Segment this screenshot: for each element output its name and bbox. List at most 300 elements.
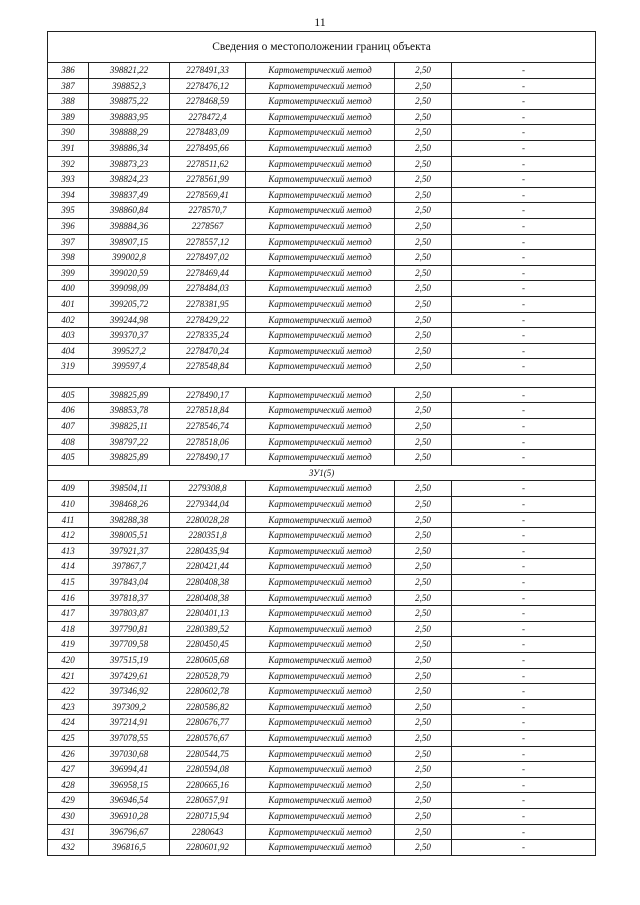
y-coordinate-cell: 2280389,52 bbox=[170, 621, 246, 637]
point-number-cell: 427 bbox=[48, 762, 89, 778]
table-row bbox=[48, 528, 596, 544]
x-coordinate-cell: 399020,59 bbox=[89, 265, 170, 281]
y-coordinate-cell: 2280676,77 bbox=[170, 715, 246, 731]
table-row bbox=[48, 281, 596, 297]
accuracy-cell: 2,50 bbox=[395, 312, 452, 328]
method-cell: Картометрический метод bbox=[246, 328, 395, 344]
y-coordinate-cell: 2278469,44 bbox=[170, 265, 246, 281]
table-row bbox=[48, 343, 596, 359]
x-coordinate-cell: 399244,98 bbox=[89, 312, 170, 328]
point-number-cell: 392 bbox=[48, 156, 89, 172]
x-coordinate-cell: 398883,95 bbox=[89, 109, 170, 125]
x-coordinate-cell: 397078,55 bbox=[89, 730, 170, 746]
table-row bbox=[48, 512, 596, 528]
accuracy-cell: 2,50 bbox=[395, 793, 452, 809]
table-row bbox=[48, 234, 596, 250]
x-coordinate-cell: 397818,37 bbox=[89, 590, 170, 606]
method-cell: Картометрический метод bbox=[246, 528, 395, 544]
accuracy-cell: 2,50 bbox=[395, 637, 452, 653]
point-number-cell: 387 bbox=[48, 78, 89, 94]
x-coordinate-cell: 397921,37 bbox=[89, 543, 170, 559]
y-coordinate-cell: 2280657,91 bbox=[170, 793, 246, 809]
point-number-cell: 423 bbox=[48, 699, 89, 715]
accuracy-cell: 2,50 bbox=[395, 450, 452, 466]
point-number-cell: 388 bbox=[48, 94, 89, 110]
method-cell: Картометрический метод bbox=[246, 296, 395, 312]
point-number-cell: 410 bbox=[48, 497, 89, 513]
x-coordinate-cell: 397030,68 bbox=[89, 746, 170, 762]
x-coordinate-cell: 399370,37 bbox=[89, 328, 170, 344]
table-row bbox=[48, 94, 596, 110]
point-number-cell: 415 bbox=[48, 575, 89, 591]
description-cell: - bbox=[452, 156, 596, 172]
table-row bbox=[48, 419, 596, 435]
accuracy-cell: 2,50 bbox=[395, 512, 452, 528]
x-coordinate-cell: 396958,15 bbox=[89, 777, 170, 793]
table-row bbox=[48, 715, 596, 731]
table-row bbox=[48, 730, 596, 746]
y-coordinate-cell: 2280665,16 bbox=[170, 777, 246, 793]
description-cell: - bbox=[452, 187, 596, 203]
table-row bbox=[48, 250, 596, 266]
table-row bbox=[48, 78, 596, 94]
x-coordinate-cell: 397429,61 bbox=[89, 668, 170, 684]
boundary-table-container bbox=[47, 31, 595, 856]
method-cell: Картометрический метод bbox=[246, 78, 395, 94]
description-cell: - bbox=[452, 281, 596, 297]
y-coordinate-cell: 2278381,95 bbox=[170, 296, 246, 312]
x-coordinate-cell: 396816,5 bbox=[89, 840, 170, 856]
x-coordinate-cell: 397790,81 bbox=[89, 621, 170, 637]
description-cell: - bbox=[452, 328, 596, 344]
point-number-cell: 401 bbox=[48, 296, 89, 312]
y-coordinate-cell: 2278518,84 bbox=[170, 403, 246, 419]
x-coordinate-cell: 397346,92 bbox=[89, 684, 170, 700]
method-cell: Картометрический метод bbox=[246, 730, 395, 746]
accuracy-cell: 2,50 bbox=[395, 328, 452, 344]
accuracy-cell: 2,50 bbox=[395, 699, 452, 715]
y-coordinate-cell: 2278497,02 bbox=[170, 250, 246, 266]
table-row bbox=[48, 328, 596, 344]
table-row bbox=[48, 684, 596, 700]
description-cell: - bbox=[452, 606, 596, 622]
point-number-cell: 430 bbox=[48, 808, 89, 824]
description-cell: - bbox=[452, 250, 596, 266]
method-cell: Картометрический метод bbox=[246, 218, 395, 234]
point-number-cell: 404 bbox=[48, 343, 89, 359]
accuracy-cell: 2,50 bbox=[395, 203, 452, 219]
method-cell: Картометрический метод bbox=[246, 281, 395, 297]
y-coordinate-cell: 2278557,12 bbox=[170, 234, 246, 250]
accuracy-cell: 2,50 bbox=[395, 652, 452, 668]
description-cell: - bbox=[452, 140, 596, 156]
y-coordinate-cell: 2278472,4 bbox=[170, 109, 246, 125]
y-coordinate-cell: 2280351,8 bbox=[170, 528, 246, 544]
point-number-cell: 397 bbox=[48, 234, 89, 250]
x-coordinate-cell: 396796,67 bbox=[89, 824, 170, 840]
accuracy-cell: 2,50 bbox=[395, 762, 452, 778]
description-cell: - bbox=[452, 684, 596, 700]
table-row bbox=[48, 559, 596, 575]
y-coordinate-cell: 2278483,09 bbox=[170, 125, 246, 141]
x-coordinate-cell: 398005,51 bbox=[89, 528, 170, 544]
page-number: 11 bbox=[314, 15, 326, 29]
method-cell: Картометрический метод bbox=[246, 559, 395, 575]
y-coordinate-cell: 2278335,24 bbox=[170, 328, 246, 344]
description-cell: - bbox=[452, 808, 596, 824]
description-cell: - bbox=[452, 63, 596, 79]
description-cell: - bbox=[452, 621, 596, 637]
table-row bbox=[48, 575, 596, 591]
method-cell: Картометрический метод bbox=[246, 746, 395, 762]
y-coordinate-cell: 2280435,94 bbox=[170, 543, 246, 559]
accuracy-cell: 2,50 bbox=[395, 343, 452, 359]
accuracy-cell: 2,50 bbox=[395, 497, 452, 513]
x-coordinate-cell: 398884,36 bbox=[89, 218, 170, 234]
table-row bbox=[48, 172, 596, 188]
method-cell: Картометрический метод bbox=[246, 125, 395, 141]
accuracy-cell: 2,50 bbox=[395, 172, 452, 188]
method-cell: Картометрический метод bbox=[246, 543, 395, 559]
table-row bbox=[48, 543, 596, 559]
accuracy-cell: 2,50 bbox=[395, 234, 452, 250]
method-cell: Картометрический метод bbox=[246, 234, 395, 250]
point-number-cell: 396 bbox=[48, 218, 89, 234]
accuracy-cell: 2,50 bbox=[395, 606, 452, 622]
point-number-cell: 405 bbox=[48, 387, 89, 403]
method-cell: Картометрический метод bbox=[246, 621, 395, 637]
method-cell: Картометрический метод bbox=[246, 762, 395, 778]
description-cell: - bbox=[452, 512, 596, 528]
method-cell: Картометрический метод bbox=[246, 497, 395, 513]
table-row bbox=[48, 590, 596, 606]
x-coordinate-cell: 398825,89 bbox=[89, 450, 170, 466]
method-cell: Картометрический метод bbox=[246, 265, 395, 281]
section-header-row bbox=[48, 465, 596, 481]
method-cell: Картометрический метод bbox=[246, 419, 395, 435]
table-row bbox=[48, 793, 596, 809]
table-row bbox=[48, 652, 596, 668]
method-cell: Картометрический метод bbox=[246, 715, 395, 731]
method-cell: Картометрический метод bbox=[246, 250, 395, 266]
description-cell: - bbox=[452, 359, 596, 375]
point-number-cell: 407 bbox=[48, 419, 89, 435]
table-title-row bbox=[48, 32, 596, 63]
table-row bbox=[48, 359, 596, 375]
point-number-cell: 418 bbox=[48, 621, 89, 637]
accuracy-cell: 2,50 bbox=[395, 419, 452, 435]
description-cell: - bbox=[452, 559, 596, 575]
method-cell: Картометрический метод bbox=[246, 343, 395, 359]
point-number-cell: 399 bbox=[48, 265, 89, 281]
table-row bbox=[48, 746, 596, 762]
point-number-cell: 402 bbox=[48, 312, 89, 328]
accuracy-cell: 2,50 bbox=[395, 265, 452, 281]
point-number-cell: 406 bbox=[48, 403, 89, 419]
x-coordinate-cell: 398853,78 bbox=[89, 403, 170, 419]
y-coordinate-cell: 2278484,03 bbox=[170, 281, 246, 297]
point-number-cell: 319 bbox=[48, 359, 89, 375]
table-row bbox=[48, 403, 596, 419]
point-number-cell: 414 bbox=[48, 559, 89, 575]
table-row bbox=[48, 621, 596, 637]
table-row bbox=[48, 699, 596, 715]
table-row bbox=[48, 637, 596, 653]
point-number-cell: 390 bbox=[48, 125, 89, 141]
point-number-cell: 413 bbox=[48, 543, 89, 559]
table-row bbox=[48, 63, 596, 79]
x-coordinate-cell: 397515,19 bbox=[89, 652, 170, 668]
description-cell: - bbox=[452, 699, 596, 715]
section-label: ЗУ1(5) bbox=[48, 465, 596, 481]
boundary-table bbox=[47, 31, 596, 856]
accuracy-cell: 2,50 bbox=[395, 250, 452, 266]
point-number-cell: 386 bbox=[48, 63, 89, 79]
accuracy-cell: 2,50 bbox=[395, 281, 452, 297]
x-coordinate-cell: 398824,23 bbox=[89, 172, 170, 188]
description-cell: - bbox=[452, 403, 596, 419]
table-row bbox=[48, 497, 596, 513]
x-coordinate-cell: 396910,28 bbox=[89, 808, 170, 824]
table-row bbox=[48, 434, 596, 450]
method-cell: Картометрический метод bbox=[246, 63, 395, 79]
x-coordinate-cell: 398504,11 bbox=[89, 481, 170, 497]
point-number-cell: 424 bbox=[48, 715, 89, 731]
y-coordinate-cell: 2278495,66 bbox=[170, 140, 246, 156]
table-row bbox=[48, 481, 596, 497]
table-row bbox=[48, 450, 596, 466]
point-number-cell: 403 bbox=[48, 328, 89, 344]
description-cell: - bbox=[452, 762, 596, 778]
method-cell: Картометрический метод bbox=[246, 575, 395, 591]
table-row bbox=[48, 824, 596, 840]
accuracy-cell: 2,50 bbox=[395, 156, 452, 172]
method-cell: Картометрический метод bbox=[246, 637, 395, 653]
x-coordinate-cell: 398888,29 bbox=[89, 125, 170, 141]
accuracy-cell: 2,50 bbox=[395, 808, 452, 824]
point-number-cell: 422 bbox=[48, 684, 89, 700]
table-row bbox=[48, 187, 596, 203]
point-number-cell: 417 bbox=[48, 606, 89, 622]
description-cell: - bbox=[452, 668, 596, 684]
method-cell: Картометрический метод bbox=[246, 172, 395, 188]
x-coordinate-cell: 396946,54 bbox=[89, 793, 170, 809]
y-coordinate-cell: 2278491,33 bbox=[170, 63, 246, 79]
x-coordinate-cell: 398821,22 bbox=[89, 63, 170, 79]
x-coordinate-cell: 398288,38 bbox=[89, 512, 170, 528]
method-cell: Картометрический метод bbox=[246, 187, 395, 203]
y-coordinate-cell: 2280408,38 bbox=[170, 590, 246, 606]
y-coordinate-cell: 2278546,74 bbox=[170, 419, 246, 435]
y-coordinate-cell: 2280594,08 bbox=[170, 762, 246, 778]
description-cell: - bbox=[452, 824, 596, 840]
description-cell: - bbox=[452, 434, 596, 450]
x-coordinate-cell: 398825,89 bbox=[89, 387, 170, 403]
x-coordinate-cell: 398875,22 bbox=[89, 94, 170, 110]
y-coordinate-cell: 2280602,78 bbox=[170, 684, 246, 700]
y-coordinate-cell: 2280576,67 bbox=[170, 730, 246, 746]
accuracy-cell: 2,50 bbox=[395, 403, 452, 419]
accuracy-cell: 2,50 bbox=[395, 730, 452, 746]
y-coordinate-cell: 2280528,79 bbox=[170, 668, 246, 684]
table-title: Сведения о местоположении границ объекта bbox=[48, 32, 596, 63]
point-number-cell: 421 bbox=[48, 668, 89, 684]
description-cell: - bbox=[452, 203, 596, 219]
x-coordinate-cell: 397214,91 bbox=[89, 715, 170, 731]
method-cell: Картометрический метод bbox=[246, 840, 395, 856]
description-cell: - bbox=[452, 793, 596, 809]
x-coordinate-cell: 397309,2 bbox=[89, 699, 170, 715]
table-row bbox=[48, 265, 596, 281]
y-coordinate-cell: 2278511,62 bbox=[170, 156, 246, 172]
y-coordinate-cell: 2278470,24 bbox=[170, 343, 246, 359]
point-number-cell: 409 bbox=[48, 481, 89, 497]
method-cell: Картометрический метод bbox=[246, 793, 395, 809]
x-coordinate-cell: 398837,49 bbox=[89, 187, 170, 203]
point-number-cell: 432 bbox=[48, 840, 89, 856]
method-cell: Картометрический метод bbox=[246, 481, 395, 497]
x-coordinate-cell: 399527,2 bbox=[89, 343, 170, 359]
point-number-cell: 395 bbox=[48, 203, 89, 219]
point-number-cell: 416 bbox=[48, 590, 89, 606]
method-cell: Картометрический метод bbox=[246, 668, 395, 684]
separator-row bbox=[48, 374, 596, 387]
x-coordinate-cell: 397843,04 bbox=[89, 575, 170, 591]
accuracy-cell: 2,50 bbox=[395, 296, 452, 312]
x-coordinate-cell: 398907,15 bbox=[89, 234, 170, 250]
x-coordinate-cell: 397709,58 bbox=[89, 637, 170, 653]
description-cell: - bbox=[452, 109, 596, 125]
y-coordinate-cell: 2278468,59 bbox=[170, 94, 246, 110]
table-row bbox=[48, 840, 596, 856]
accuracy-cell: 2,50 bbox=[395, 218, 452, 234]
point-number-cell: 420 bbox=[48, 652, 89, 668]
description-cell: - bbox=[452, 78, 596, 94]
point-number-cell: 393 bbox=[48, 172, 89, 188]
accuracy-cell: 2,50 bbox=[395, 746, 452, 762]
point-number-cell: 426 bbox=[48, 746, 89, 762]
description-cell: - bbox=[452, 234, 596, 250]
description-cell: - bbox=[452, 172, 596, 188]
table-row bbox=[48, 777, 596, 793]
accuracy-cell: 2,50 bbox=[395, 777, 452, 793]
table-row bbox=[48, 312, 596, 328]
point-number-cell: 411 bbox=[48, 512, 89, 528]
description-cell: - bbox=[452, 637, 596, 653]
accuracy-cell: 2,50 bbox=[395, 109, 452, 125]
table-row bbox=[48, 387, 596, 403]
method-cell: Картометрический метод bbox=[246, 652, 395, 668]
y-coordinate-cell: 2278490,17 bbox=[170, 387, 246, 403]
y-coordinate-cell: 2278569,41 bbox=[170, 187, 246, 203]
point-number-cell: 394 bbox=[48, 187, 89, 203]
method-cell: Картометрический метод bbox=[246, 777, 395, 793]
method-cell: Картометрический метод bbox=[246, 450, 395, 466]
description-cell: - bbox=[452, 296, 596, 312]
table-row bbox=[48, 140, 596, 156]
method-cell: Картометрический метод bbox=[246, 156, 395, 172]
description-cell: - bbox=[452, 387, 596, 403]
x-coordinate-cell: 399205,72 bbox=[89, 296, 170, 312]
accuracy-cell: 2,50 bbox=[395, 187, 452, 203]
accuracy-cell: 2,50 bbox=[395, 434, 452, 450]
x-coordinate-cell: 397803,87 bbox=[89, 606, 170, 622]
description-cell: - bbox=[452, 528, 596, 544]
description-cell: - bbox=[452, 343, 596, 359]
accuracy-cell: 2,50 bbox=[395, 359, 452, 375]
point-number-cell: 429 bbox=[48, 793, 89, 809]
y-coordinate-cell: 2280028,28 bbox=[170, 512, 246, 528]
accuracy-cell: 2,50 bbox=[395, 481, 452, 497]
accuracy-cell: 2,50 bbox=[395, 621, 452, 637]
y-coordinate-cell: 2278567 bbox=[170, 218, 246, 234]
x-coordinate-cell: 398860,84 bbox=[89, 203, 170, 219]
description-cell: - bbox=[452, 715, 596, 731]
accuracy-cell: 2,50 bbox=[395, 140, 452, 156]
x-coordinate-cell: 398886,34 bbox=[89, 140, 170, 156]
method-cell: Картометрический метод bbox=[246, 140, 395, 156]
accuracy-cell: 2,50 bbox=[395, 63, 452, 79]
method-cell: Картометрический метод bbox=[246, 359, 395, 375]
y-coordinate-cell: 2278476,12 bbox=[170, 78, 246, 94]
y-coordinate-cell: 2280715,94 bbox=[170, 808, 246, 824]
accuracy-cell: 2,50 bbox=[395, 559, 452, 575]
y-coordinate-cell: 2280408,38 bbox=[170, 575, 246, 591]
description-cell: - bbox=[452, 575, 596, 591]
method-cell: Картометрический метод bbox=[246, 824, 395, 840]
method-cell: Картометрический метод bbox=[246, 590, 395, 606]
point-number-cell: 425 bbox=[48, 730, 89, 746]
point-number-cell: 431 bbox=[48, 824, 89, 840]
accuracy-cell: 2,50 bbox=[395, 840, 452, 856]
point-number-cell: 398 bbox=[48, 250, 89, 266]
accuracy-cell: 2,50 bbox=[395, 528, 452, 544]
method-cell: Картометрический метод bbox=[246, 312, 395, 328]
description-cell: - bbox=[452, 450, 596, 466]
method-cell: Картометрический метод bbox=[246, 403, 395, 419]
description-cell: - bbox=[452, 590, 596, 606]
point-number-cell: 400 bbox=[48, 281, 89, 297]
description-cell: - bbox=[452, 481, 596, 497]
method-cell: Картометрический метод bbox=[246, 434, 395, 450]
point-number-cell: 412 bbox=[48, 528, 89, 544]
description-cell: - bbox=[452, 840, 596, 856]
table-row bbox=[48, 668, 596, 684]
y-coordinate-cell: 2278561,99 bbox=[170, 172, 246, 188]
y-coordinate-cell: 2278490,17 bbox=[170, 450, 246, 466]
table-row bbox=[48, 606, 596, 622]
method-cell: Картометрический метод bbox=[246, 387, 395, 403]
accuracy-cell: 2,50 bbox=[395, 824, 452, 840]
table-row bbox=[48, 296, 596, 312]
method-cell: Картометрический метод bbox=[246, 699, 395, 715]
y-coordinate-cell: 2278548,84 bbox=[170, 359, 246, 375]
y-coordinate-cell: 2279308,8 bbox=[170, 481, 246, 497]
table-row bbox=[48, 109, 596, 125]
method-cell: Картометрический метод bbox=[246, 512, 395, 528]
x-coordinate-cell: 398825,11 bbox=[89, 419, 170, 435]
accuracy-cell: 2,50 bbox=[395, 78, 452, 94]
table-row bbox=[48, 125, 596, 141]
accuracy-cell: 2,50 bbox=[395, 543, 452, 559]
x-coordinate-cell: 398852,3 bbox=[89, 78, 170, 94]
table-row bbox=[48, 218, 596, 234]
y-coordinate-cell: 2280450,45 bbox=[170, 637, 246, 653]
y-coordinate-cell: 2278570,7 bbox=[170, 203, 246, 219]
description-cell: - bbox=[452, 652, 596, 668]
x-coordinate-cell: 398873,23 bbox=[89, 156, 170, 172]
y-coordinate-cell: 2280605,68 bbox=[170, 652, 246, 668]
